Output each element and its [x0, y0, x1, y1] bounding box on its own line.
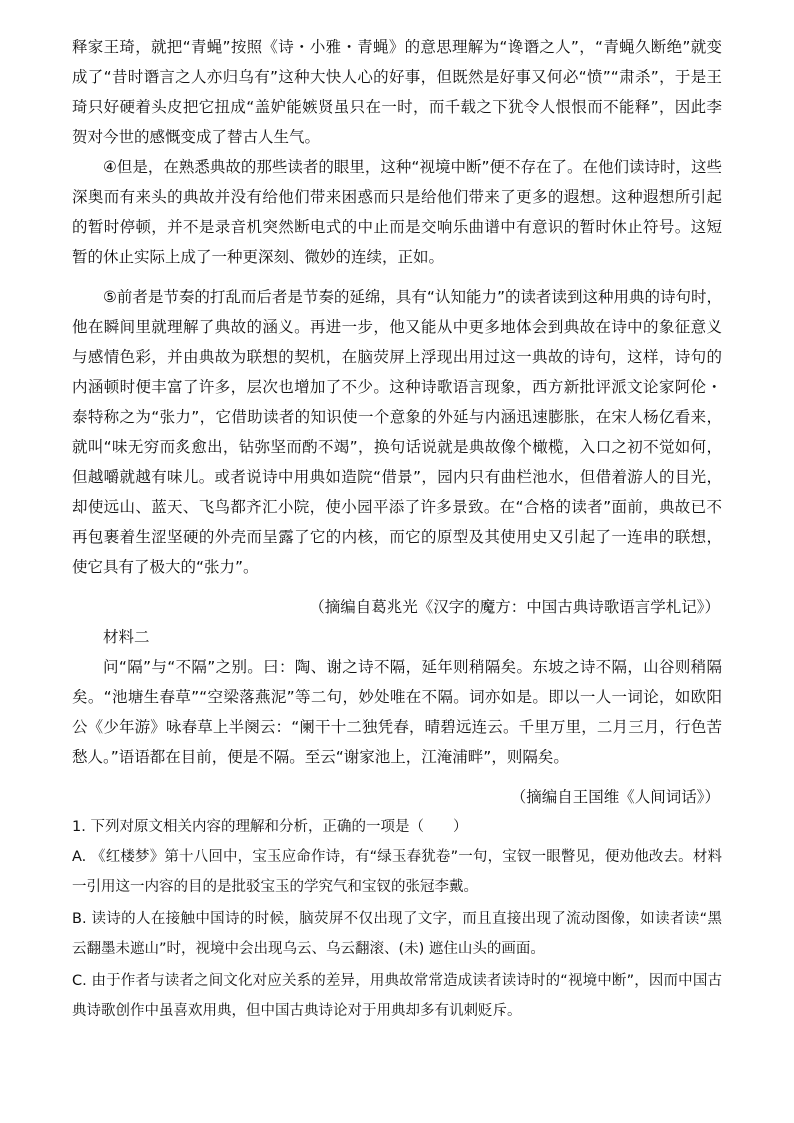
paragraph-continued: 释家王琦，就把“青蝇”按照《诗・小雅・青蝇》的意思理解为“谗谮之人”，“青蝇久断绝”就变成了“昔时谮言之人亦归乌有”这种大快人心的好事，但既然是好事又何必“愤”“肃杀”，于是王琦只好硬着头皮把它扭成“盖妒能嫉贤虽只在一时，而千载之下犹令人恨恨而不能释”，因此李贺对今世的感慨变成了替古人生气。 [72, 38, 722, 146]
option-a: A. 《红楼梦》第十八回中，宝玉应命作诗，有“绿玉春犹卷”一句，宝钗一眼瞥见，便劝他改去。材料一引用这一内容的目的是批驳宝玉的学究气和宝钗的张冠李戴。 [72, 849, 722, 895]
material-2-heading: 材料二 [103, 628, 150, 646]
question-stem: 1. 下列对原文相关内容的理解和分析，正确的一项是（ ） [72, 819, 468, 835]
option-b: B. 读诗的人在接触中国诗的时候，脑荧屏不仅出现了文字，而且直接出现了流动图像，如读者读“黑云翻墨未遮山”时，视境中会出现乌云、乌云翻滚、(未) 遮住山头的画面。 [72, 911, 722, 957]
source-citation-2: （摘编自王国维《人间词话》） [510, 788, 720, 806]
source-citation-1: （摘编自葛兆光《汉字的魔方：中国古典诗歌语言学札记》） [309, 598, 720, 616]
option-c: C. 由于作者与读者之间文化对应关系的差异，用典故常常造成读者读诗时的“视境中断”，因而中国古典诗歌创作中虽喜欢用典，但中国古典诗论对于用典却多有讥刺贬斥。 [72, 973, 722, 1019]
material-2-text: 问“隔”与“不隔”之别。曰：陶、谢之诗不隔，延年则稍隔矣。东坡之诗不隔，山谷则稍隔矣。“池塘生春草”“空梁落燕泥”等二句，妙处唯在不隔。词亦如是。即以一人一词论，如欧阳公《少年游》咏春草上半阕云：“阑干十二独凭春，晴碧远连云。千里万里，二月三月，行色苦愁人。”语语都在目前，便是不隔。至云“谢家池上，江淹浦畔”，则隔矣。 [72, 658, 722, 766]
paragraph-4: ④但是，在熟悉典故的那些读者的眼里，这种“视境中断”便不存在了。在他们读诗时，这些深奥而有来头的典故并没有给他们带来困惑而只是给他们带来了更多的遐想。这种遐想所引起的暂时停顿，并不是录音机突然断电式的中止而是交响乐曲谱中有意识的暂时休止符号。这短暂的休止实际上成了一种更深刻、微妙的连续，正如。 [72, 158, 722, 266]
paragraph-5: ⑤前者是节奏的打乱而后者是节奏的延绵，具有“认知能力”的读者读到这种用典的诗句时，他在瞬间里就理解了典故的涵义。再进一步，他又能从中更多地体会到典故在诗中的象征意义与感情色彩，并由典故为联想的契机，在脑荧屏上浮现出用过这一典故的诗句，这样，诗句的内涵顿时便丰富了许多，层次也增加了不少。这种诗歌语言现象，西方新批评派文论家阿伦・泰特称之为“张力”，它借助读者的知识使一个意象的外延与内涵迅速膨胀，在宋人杨亿看来，就叫“味无穷而炙愈出，钻弥坚而酌不竭”，换句话说就是典故像个橄榄，入口之初不觉如何，但越嚼就越有味儿。或者说诗中用典如造院“借景”，园内只有曲栏池水，但借着游人的目光，却使远山、蓝天、飞鸟都齐汇小院，使小园平添了许多景致。在“合格的读者”面前，典故已不再包裹着生涩坚硬的外壳而呈露了它的内核，而它的原型及其使用史又引起了一连串的联想，使它具有了极大的“张力”。 [72, 288, 722, 576]
